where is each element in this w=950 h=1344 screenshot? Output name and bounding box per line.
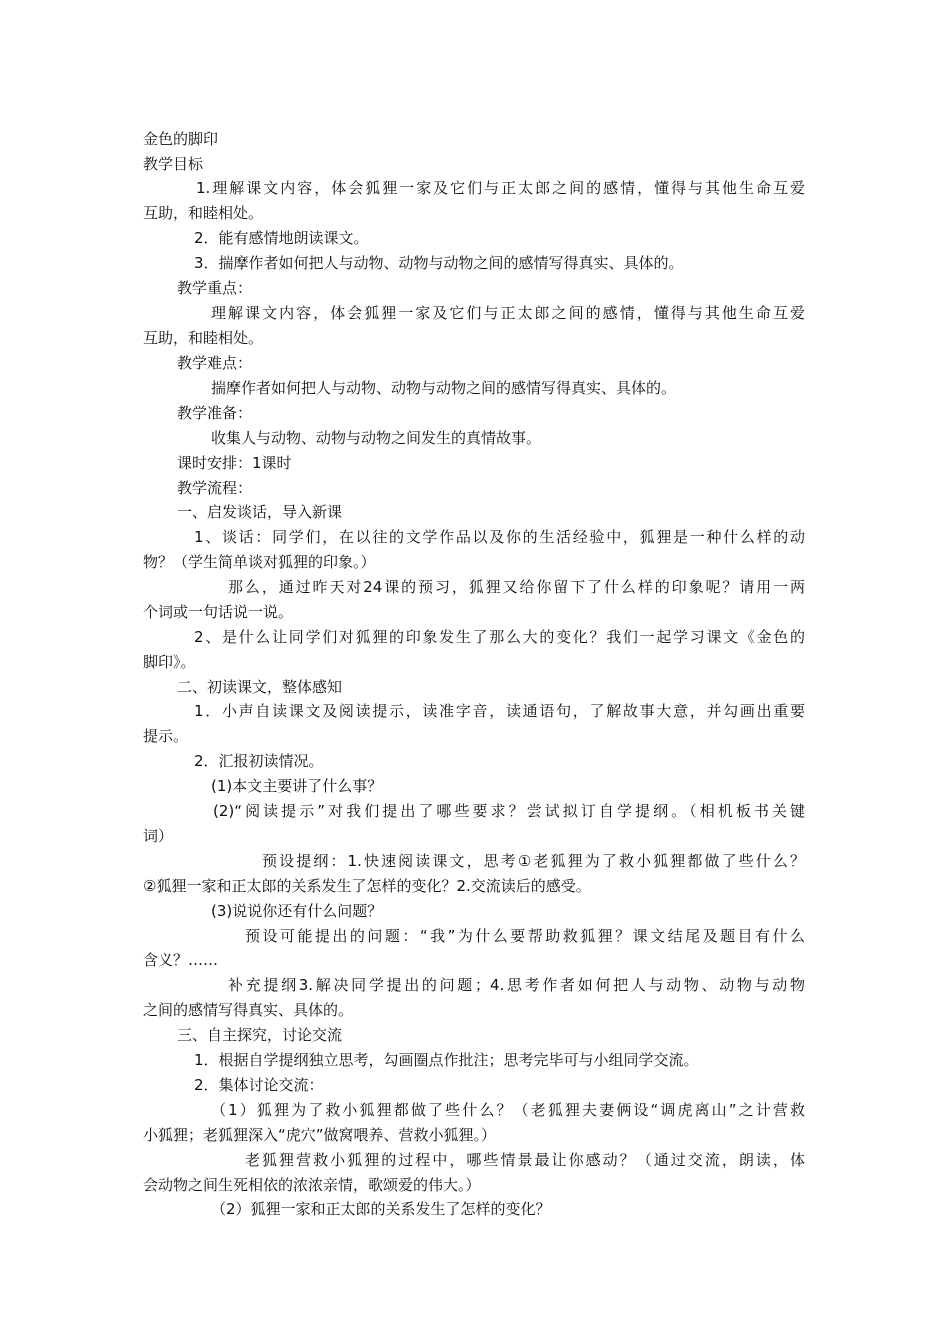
section-2-q3: (3)说说你还有什么问题？ <box>211 902 383 920</box>
goal-2: 2．能有感情地朗读课文。 <box>194 229 369 247</box>
section-2-heading: 二、初读课文，整体感知 <box>177 678 343 696</box>
section-1-p1-line-2: 物？（学生简单谈对狐狸的印象。） <box>143 553 376 571</box>
prep-text: 收集人与动物、动物与动物之间发生的真情故事。 <box>211 429 542 447</box>
section-3-p2: 2．集体讨论交流： <box>194 1076 324 1094</box>
section-1-p3-line-2: 脚印》。 <box>143 653 196 671</box>
goal-1-line-1: 1.理解课文内容，体会狐狸一家及它们与正太郎之间的感情，懂得与其他生命互爱 <box>196 179 805 197</box>
section-2-preset-line-1: 预设可能提出的问题：“我”为什么要帮助救狐狸？课文结尾及题目有什么 <box>245 927 805 945</box>
section-1-p2-line-2: 个词或一句话说一说。 <box>143 603 294 621</box>
difficulty-heading: 教学难点： <box>177 354 253 372</box>
key-line-2: 互助，和睦相处。 <box>143 329 264 347</box>
goals-heading: 教学目标 <box>143 155 204 173</box>
schedule: 课时安排：1课时 <box>177 454 292 472</box>
section-3-p1: 1．根据自学提纲独立思考，勾画圈点作批注；思考完毕可与小组同学交流。 <box>194 1051 699 1069</box>
section-1-heading: 一、启发谈话，导入新课 <box>177 503 343 521</box>
section-2-supplement-line-2: 之间的感情写得真实、具体的。 <box>143 1001 354 1019</box>
section-3-q1-line-2: 小狐狸；老狐狸深入“虎穴”做窝喂养、营救小狐狸。） <box>143 1126 497 1144</box>
section-1-p3-line-1: 2、是什么让同学们对狐狸的印象发生了那么大的变化？我们一起学习课文《金色的 <box>194 628 805 646</box>
section-2-q2-line-2: 词） <box>143 827 174 845</box>
section-3-q2: （2）狐狸一家和正太郎的关系发生了怎样的变化？ <box>211 1200 551 1218</box>
key-line-1: 理解课文内容，体会狐狸一家及它们与正太郎之间的感情，懂得与其他生命互爱 <box>211 304 805 322</box>
key-heading: 教学重点： <box>177 279 253 297</box>
goal-1-line-2: 互助，和睦相处。 <box>143 204 264 222</box>
document-title: 金色的脚印 <box>143 130 219 148</box>
section-2-outline-line-2: ②狐狸一家和正太郎的关系发生了怎样的变化？2.交流读后的感受。 <box>143 877 591 895</box>
section-3-q1-line-1: （1）狐狸为了救小狐狸都做了些什么？（老狐狸夫妻俩设“调虎离山”之计营救 <box>211 1101 805 1119</box>
flow-heading: 教学流程： <box>177 479 253 497</box>
goal-3: 3．揣摩作者如何把人与动物、动物与动物之间的感情写得真实、具体的。 <box>194 254 684 272</box>
section-2-p1-line-1: 1．小声自读课文及阅读提示，读准字音，读通语句，了解故事大意，并勾画出重要 <box>194 702 805 720</box>
section-2-q2-line-1: (2)“阅读提示”对我们提出了哪些要求？尝试拟订自学提纲。（相机板书关键 <box>213 802 805 820</box>
section-3-heading: 三、自主探究，讨论交流 <box>177 1026 343 1044</box>
section-2-q1: (1)本文主要讲了什么事？ <box>211 777 383 795</box>
prep-heading: 教学准备： <box>177 404 253 422</box>
section-2-outline-line-1: 预设提纲：1.快速阅读课文，思考①老狐狸为了救小狐狸都做了些什么？ <box>262 852 805 870</box>
difficulty-text: 揣摩作者如何把人与动物、动物与动物之间的感情写得真实、具体的。 <box>211 379 677 397</box>
section-2-p2: 2．汇报初读情况。 <box>194 752 324 770</box>
section-2-preset-line-2: 含义？…… <box>143 951 219 969</box>
section-1-p1-line-1: 1、谈话：同学们，在以往的文学作品以及你的生活经验中，狐狸是一种什么样的动 <box>194 528 805 546</box>
section-3-q1-comment-line-2: 会动物之间生死相依的浓浓亲情，歌颂爱的伟大。） <box>143 1176 481 1194</box>
section-1-p2-line-1: 那么，通过昨天对24课的预习，狐狸又给你留下了什么样的印象呢？请用一两 <box>228 578 805 596</box>
section-2-p1-line-2: 提示。 <box>143 727 189 745</box>
section-3-q1-comment-line-1: 老狐狸营救小狐狸的过程中，哪些情景最让你感动？（通过交流，朗读，体 <box>245 1151 805 1169</box>
section-2-supplement-line-1: 补充提纲3.解决同学提出的问题；4.思考作者如何把人与动物、动物与动物 <box>228 976 805 994</box>
